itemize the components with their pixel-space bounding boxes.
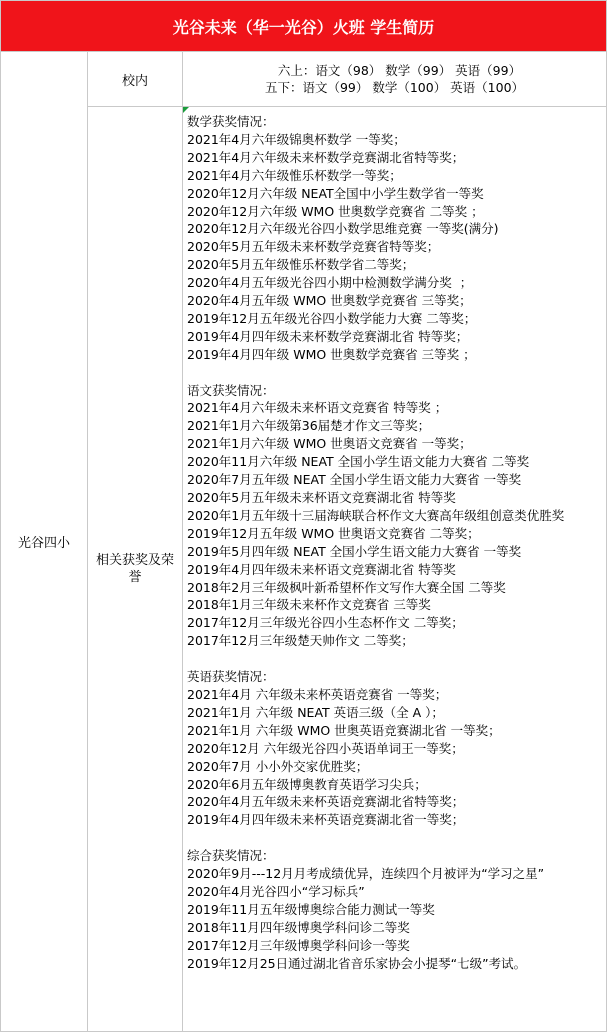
list-item: 2019年12月五年级光谷四小数学能力大赛 二等奖； (187, 310, 477, 326)
list-item: 2020年5月五年级未来杯数学竞赛省特等奖； (187, 239, 440, 255)
grades-cell (183, 52, 607, 107)
list-item: 2020年4月五年级光谷四小期中检测数学满分奖 ； (187, 275, 473, 291)
list-item: 2019年4月四年级未来杯数学竞赛湖北省 特等奖； (187, 328, 469, 344)
grades-line-1: 六上：语文（98） 数学（99） 英语（99） (277, 63, 522, 78)
list-item: 2019年4月四年级未来杯语文竞赛湖北省 特等奖 (187, 561, 456, 577)
list-item: 2020年4月五年级 WMO 世奥数学竞赛省 三等奖； (187, 293, 472, 309)
section-heading-general: 综合获奖情况： (187, 848, 275, 864)
list-item: 2019年5月四年级 NEAT 全国小学生语文能力大赛省 一等奖 (187, 543, 522, 559)
list-item: 2019年4月四年级未来杯英语竞赛湖北省一等奖； (187, 812, 465, 828)
list-item: 2021年1月六年级 WMO 世奥语文竞赛省 一等奖； (187, 436, 472, 452)
list-item: 2020年12月六年级 WMO 世奥数学竞赛省 二等奖 ； (187, 203, 484, 219)
list-item: 2021年1月 六年级 WMO 世奥英语竞赛湖北省 一等奖； (187, 722, 501, 738)
list-item: 2020年11月六年级 NEAT 全国小学生语文能力大赛省 二等奖 (187, 454, 530, 470)
section-heading-math: 数学获奖情况： (187, 114, 275, 129)
list-item: 2021年4月六年级惟乐杯数学一等奖； (187, 167, 402, 183)
list-item: 2021年4月六年级未来杯数学竞赛湖北省特等奖； (187, 149, 465, 165)
comment-marker-icon (183, 107, 189, 113)
grades-line-2: 五下：语文（99） 数学（100） 英语（100） (264, 80, 525, 95)
list-item: 2019年11月五年级博奥综合能力测试一等奖 (187, 901, 435, 917)
in-school-label: 校内 (88, 52, 183, 107)
list-item: 2020年4月光谷四小“学习标兵” (187, 883, 365, 899)
list-item: 2018年2月三年级枫叶新希望杯作文写作大赛全国 二等奖 (187, 579, 506, 595)
list-item: 2021年1月 六年级 NEAT 英语三级（全 A ）； (187, 704, 444, 720)
list-item: 2019年4月四年级 WMO 世奥数学竞赛省 三等奖 ； (187, 346, 476, 362)
list-item: 2020年12月六年级光谷四小数学思维竞赛 一等奖(满分) (187, 221, 499, 237)
list-item: 2017年12月三年级楚天帅作文 二等奖； (187, 633, 414, 649)
list-item: 2017年12月三年级光谷四小生态杯作文 二等奖； (187, 615, 464, 631)
resume-table (0, 52, 607, 1032)
list-item: 2020年1月五年级十三届海峡联合杯作文大赛高年级组创意类优胜奖 (187, 507, 565, 523)
section-heading-chinese: 语文获奖情况： (187, 382, 275, 398)
section-spacer (187, 650, 598, 668)
list-item: 2020年12月六年级 NEAT全国中小学生数学省一等奖 (187, 185, 484, 201)
page-title: 光谷未来（华一光谷）火班 学生简历 (0, 0, 607, 52)
list-item: 2020年4月五年级未来杯英语竞赛湖北省特等奖； (187, 794, 465, 810)
section-spacer (187, 364, 598, 382)
section-heading-english: 英语获奖情况： (187, 669, 275, 685)
list-item: 2020年9月---12月月考成绩优异，连续四个月被评为“学习之星” (187, 866, 545, 882)
awards-cell (183, 107, 607, 1032)
list-item: 2020年5月五年级未来杯语文竞赛湖北省 特等奖 (187, 490, 456, 506)
section-spacer (187, 829, 598, 847)
school-cell: 光谷四小 (0, 52, 88, 1032)
list-item: 2021年4月六年级未来杯语文竞赛省 特等奖 ； (187, 400, 448, 416)
list-item: 2021年4月六年级锦奥杯数学 一等奖； (187, 131, 406, 147)
list-item: 2017年12月三年级博奥学科问诊一等奖 (187, 937, 410, 953)
list-item: 2020年7月五年级 NEAT 全国小学生语文能力大赛省 一等奖 (187, 472, 522, 488)
list-item: 2020年5月五年级惟乐杯数学省二等奖； (187, 257, 415, 273)
list-item: 2021年1月六年级第36届楚才作文三等奖； (187, 418, 431, 434)
list-item: 2020年6月五年级博奥教育英语学习尖兵； (187, 776, 427, 792)
list-item: 2020年12月 六年级光谷四小英语单词王一等奖； (187, 740, 464, 756)
list-item: 2019年12月25日通过湖北省音乐家协会小提琴“七级”考试。 (187, 955, 527, 971)
list-item: 2018年11月四年级博奥学科问诊二等奖 (187, 919, 410, 935)
list-item: 2021年4月 六年级未来杯英语竞赛省 一等奖； (187, 686, 448, 702)
list-item: 2019年12月五年级 WMO 世奥语文竞赛省 二等奖； (187, 525, 480, 541)
awards-label: 相关获奖及荣誉 (88, 107, 183, 1032)
list-item: 2020年7月 小小外交家优胜奖； (187, 758, 369, 774)
list-item: 2018年1月三年级未来杯作文竞赛省 三等奖 (187, 597, 431, 613)
